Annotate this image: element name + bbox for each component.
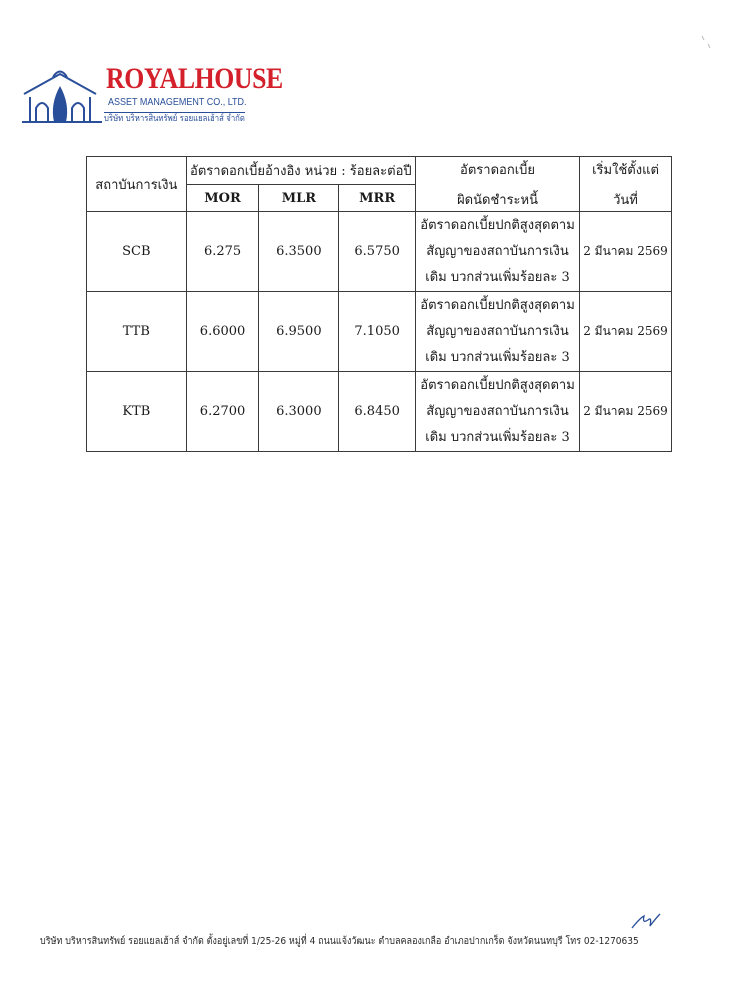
bank-name: SCB	[87, 212, 187, 292]
bank-name: KTB	[87, 372, 187, 452]
mrr-value: 6.5750	[339, 212, 416, 292]
handwritten-initial-mark	[630, 912, 662, 932]
start-date: 2 มีนาคม 2569	[580, 212, 672, 292]
condition-line: อัตราดอกเบี้ยปกติสูงสุดตาม	[420, 217, 575, 233]
header-start-date-line2: วันที่	[613, 192, 638, 208]
default-rate-condition	[416, 212, 580, 292]
condition-line: เดิม บวกส่วนเพิ่มร้อยละ 3	[425, 349, 570, 365]
mor-value: 6.275	[186, 212, 259, 292]
mrr-value: 7.1050	[339, 292, 416, 372]
mrr-value: 6.8450	[339, 372, 416, 452]
header-default-rate	[416, 157, 580, 212]
start-date: 2 มีนาคม 2569	[580, 292, 672, 372]
bank-name: TTB	[87, 292, 187, 372]
brand-subtitle: ASSET MANAGEMENT CO., LTD.	[108, 97, 247, 108]
brand-thai-name: บริษัท บริหารสินทรัพย์ รอยแยลเฮ้าส์ จำกัด	[104, 114, 245, 124]
start-date: 2 มีนาคม 2569	[580, 372, 672, 452]
condition-line: เดิม บวกส่วนเพิ่มร้อยละ 3	[425, 269, 570, 285]
table-row	[87, 292, 672, 372]
mor-value: 6.6000	[186, 292, 259, 372]
condition-line: สัญญาของสถาบันการเงิน	[426, 323, 569, 339]
mlr-value: 6.3000	[259, 372, 339, 452]
footer-address: บริษัท บริหารสินทรัพย์ รอยแยลเฮ้าส์ จำกัด ตั้งอยู่เลขที่ 1/25-26 หมู่ที่ 4 ถนนแจ้งวัฒนะ ตำบลคลองเกลือ อำเภอปากเกร็ด จังหวัดนนทบุรี โทร 02-1270635	[40, 936, 639, 947]
header-default-rate-line2: ผิดนัดชำระหนี้	[457, 192, 538, 208]
interest-rate-table	[86, 156, 672, 452]
header-mor: MOR	[186, 185, 259, 212]
header-start-date-line1: เริ่มใช้ตั้งแต่	[592, 162, 659, 178]
header-institution: สถาบันการเงิน	[87, 157, 187, 212]
header-start-date	[580, 157, 672, 212]
header-reference-rate: อัตราดอกเบี้ยอ้างอิง หน่วย : ร้อยละต่อปี	[186, 157, 415, 185]
company-logo	[20, 62, 283, 128]
condition-line: อัตราดอกเบี้ยปกติสูงสุดตาม	[420, 297, 575, 313]
header-mrr: MRR	[339, 185, 416, 212]
header-mlr: MLR	[259, 185, 339, 212]
header-default-rate-line1: อัตราดอกเบี้ย	[460, 162, 536, 178]
table-row	[87, 372, 672, 452]
condition-line: สัญญาของสถาบันการเงิน	[426, 243, 569, 259]
mlr-value: 6.3500	[259, 212, 339, 292]
table-row	[87, 212, 672, 292]
scan-speck	[700, 34, 712, 50]
condition-line: อัตราดอกเบี้ยปกติสูงสุดตาม	[420, 377, 575, 393]
default-rate-condition	[416, 292, 580, 372]
mlr-value: 6.9500	[259, 292, 339, 372]
condition-line: เดิม บวกส่วนเพิ่มร้อยละ 3	[425, 429, 570, 445]
default-rate-condition	[416, 372, 580, 452]
mor-value: 6.2700	[186, 372, 259, 452]
condition-line: สัญญาของสถาบันการเงิน	[426, 403, 569, 419]
brand-name: ROYALHOUSE	[106, 62, 283, 95]
house-dome-icon	[20, 64, 104, 126]
